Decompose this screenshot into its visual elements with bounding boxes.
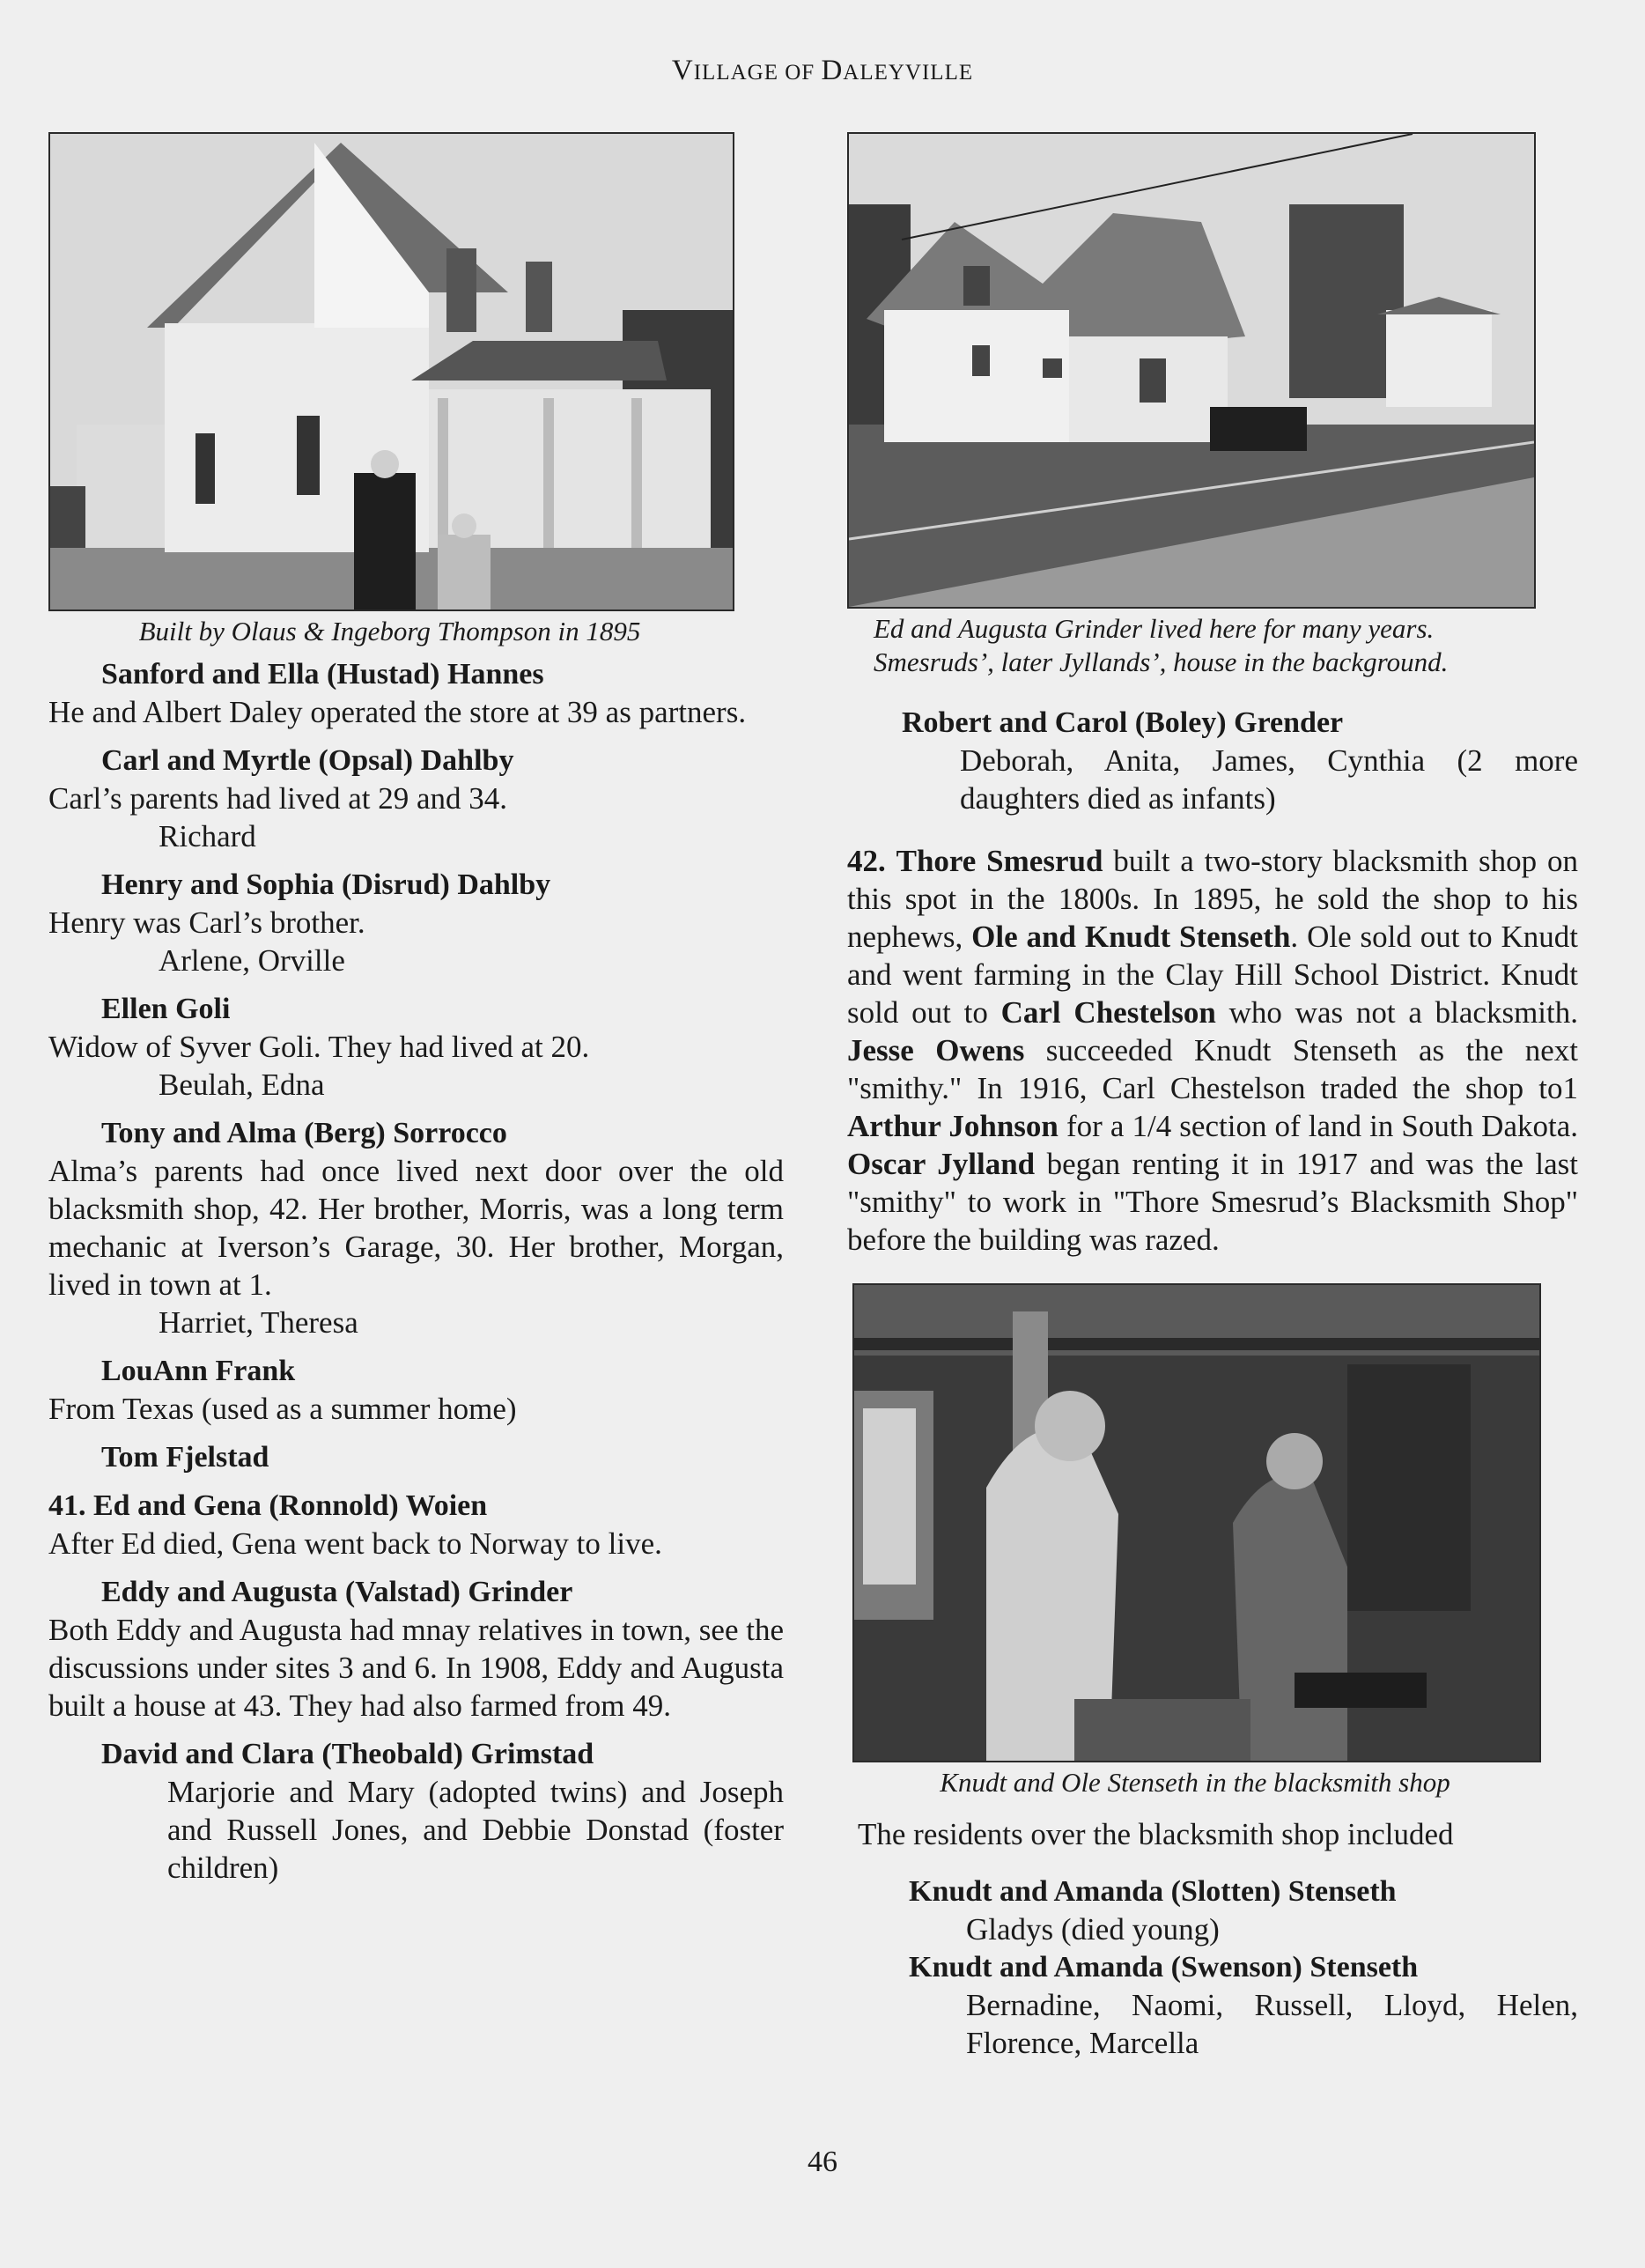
entry-heading: Knudt and Amanda (Swenson) Stenseth — [909, 1951, 1419, 1984]
entry-text: From Texas (used as a summer home) — [48, 1392, 517, 1426]
entry-heading: Henry and Sophia (Disrud) Dahlby — [101, 868, 551, 901]
site-42-paragraph — [847, 842, 1578, 1259]
paragraph-text: began renting it in 1917 and was the last "smithy" to work in "Thore Smesrud’s Blacksmith Shop" before the building was razed. — [847, 1147, 1578, 1257]
page-number: 46 — [808, 2146, 837, 2178]
entry-children: Marjorie and Mary (adopted twins) and Joseph and Russell Jones, and Debbie Donstad (foster children) — [167, 1775, 784, 1885]
paragraph-text: succeeded Knudt Stenseth as the next "smithy." In 1916, Carl Chestelson traded the shop to1 — [847, 1033, 1578, 1105]
entry-heading: LouAnn Frank — [101, 1355, 296, 1387]
entry-children: Deborah, Anita, James, Cynthia (2 more daughters died as infants) — [960, 743, 1578, 816]
house-photo-illustration — [50, 134, 733, 609]
entry-children: Harriet, Theresa — [159, 1305, 358, 1340]
residents-intro: The residents over the blacksmith shop included — [858, 1817, 1454, 1851]
entry-heading: Tom Fjelstad — [101, 1441, 269, 1474]
blacksmith-shop-illustration — [854, 1285, 1539, 1761]
photo-caption: Built by Olaus & Ingeborg Thompson in 1895 — [138, 616, 641, 646]
photo-grinder-house — [847, 132, 1536, 609]
entry-children: Gladys (died young) — [966, 1912, 1220, 1947]
site-number: 42. — [847, 844, 886, 878]
entry-heading: David and Clara (Theobald) Grimstad — [101, 1738, 594, 1770]
site-41-name: Ed and Gena (Ronnold) Woien — [93, 1489, 488, 1522]
photo-caption-line-1: Ed and Augusta Grinder lived here for many years. — [874, 613, 1435, 644]
entry-children: Arlene, Orville — [159, 943, 345, 978]
photo-thompson-house — [48, 132, 734, 611]
entry-heading: Eddy and Augusta (Valstad) Grinder — [101, 1576, 573, 1608]
entry-text: Henry was Carl’s brother. — [48, 905, 365, 940]
entry-heading: Robert and Carol (Boley) Grender — [902, 706, 1344, 739]
person-name: Jesse Owens — [847, 1033, 1025, 1068]
paragraph-text: built a two-story blacksmith shop on this spot in the 1800s. In 1895, he sold the shop to his nephews, — [847, 844, 1578, 954]
photo-caption: Knudt and Ole Stenseth in the blacksmith shop — [940, 1767, 1450, 1798]
entry-text: He and Albert Daley operated the store at 39 as partners. — [48, 695, 747, 729]
photo-blacksmith-shop — [852, 1283, 1541, 1762]
entry-children: Richard — [159, 819, 256, 853]
right-column — [847, 132, 1578, 2062]
running-head — [0, 55, 1645, 87]
site-41-heading — [48, 1487, 784, 1525]
entry-heading: Knudt and Amanda (Slotten) Stenseth — [909, 1875, 1397, 1908]
entry-text: Widow of Syver Goli. They had lived at 20. — [48, 1030, 590, 1064]
left-column — [48, 132, 784, 1887]
paragraph-text: . Ole sold out to Knudt and went farming in the Clay Hill School District. Knudt sold out to — [847, 920, 1579, 1030]
entry-text: Alma’s parents had once lived next door over the old blacksmith shop, 42. Her brother, Morris, was a long term mechanic at Iverson’s Garage, 30. Her brother, Morgan, lived in town at 1. — [48, 1154, 784, 1302]
entry-heading: Tony and Alma (Berg) Sorrocco — [101, 1117, 507, 1149]
entry-children: Bernadine, Naomi, Russell, Lloyd, Helen, Florence, Marcella — [966, 1988, 1578, 2060]
entry-text: Carl’s parents had lived at 29 and 34. — [48, 781, 507, 816]
running-head-cap: V — [671, 55, 694, 86]
site-number: 41. — [48, 1489, 86, 1522]
paragraph-text: for a 1/4 section of land in South Dakota. — [1058, 1109, 1578, 1143]
entry-heading: Ellen Goli — [101, 993, 231, 1025]
person-name: Oscar Jylland — [847, 1147, 1036, 1181]
running-head-cap: D — [821, 55, 844, 86]
running-head-part: ILLAGE OF — [693, 61, 822, 85]
entry-text: Both Eddy and Augusta had mnay relatives in town, see the discussions under sites 3 and 6. In 1908, Eddy and Augusta built a house at 43. They had also farmed from 49. — [48, 1613, 784, 1723]
entry-heading: Sanford and Ella (Hustad) Hannes — [101, 658, 544, 691]
person-name: Arthur Johnson — [847, 1109, 1059, 1143]
grinder-house-illustration — [849, 134, 1534, 607]
person-name: Thore Smesrud — [896, 844, 1103, 878]
person-name: Carl Chestelson — [1000, 995, 1216, 1030]
paragraph-text: who was not a blacksmith. — [1215, 995, 1579, 1030]
entry-heading: Carl and Myrtle (Opsal) Dahlby — [101, 744, 514, 777]
entry-text: After Ed died, Gena went back to Norway to live. — [48, 1526, 662, 1561]
person-name: Ole and Knudt Stenseth — [971, 920, 1291, 954]
photo-caption-line-2: Smesruds’, later Jyllands’, house in the background. — [874, 646, 1449, 677]
running-head-part: ALEYVILLE — [843, 61, 974, 85]
entry-children: Beulah, Edna — [159, 1068, 325, 1102]
